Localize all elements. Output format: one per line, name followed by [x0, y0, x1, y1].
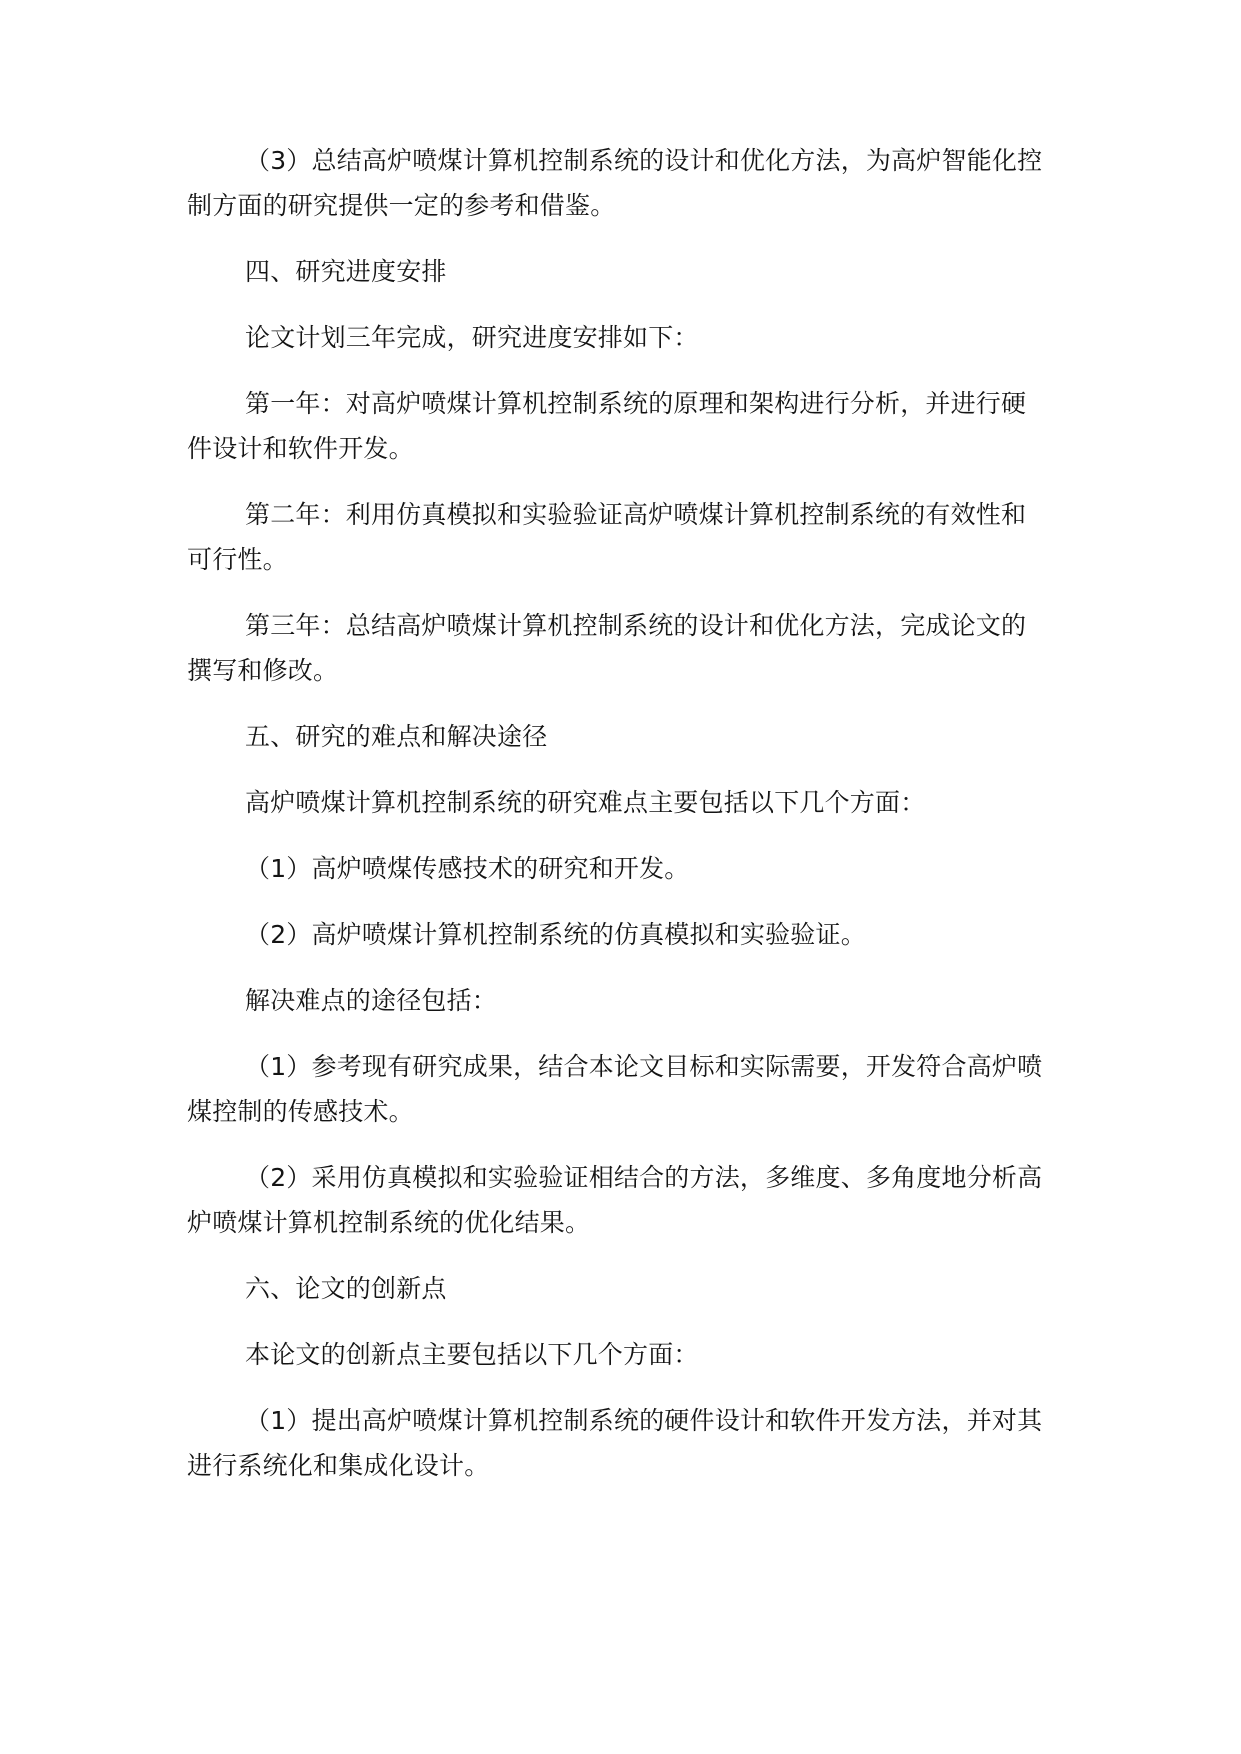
- paragraph-innovations-intro: 本论文的创新点主要包括以下几个方面：: [245, 1340, 699, 1369]
- section-heading-difficulties: 五、研究的难点和解决途径: [245, 722, 548, 751]
- paragraph-objective-3: （3）总结高炉喷煤计算机控制系统的设计和优化方法，为高炉智能化控制方面的研究提供一定的参考和借鉴。: [187, 146, 1043, 220]
- document-page: [187, 138, 1047, 1509]
- paragraph-difficulty-2: （2）高炉喷煤计算机控制系统的仿真模拟和实验验证。: [245, 920, 866, 949]
- paragraph-schedule-intro: 论文计划三年完成，研究进度安排如下：: [245, 323, 699, 352]
- paragraph-year-two: 第二年：利用仿真模拟和实验验证高炉喷煤计算机控制系统的有效性和可行性。: [187, 500, 1027, 574]
- paragraph-difficulty-1: （1）高炉喷煤传感技术的研究和开发。: [245, 854, 690, 883]
- section-heading-innovations: 六、论文的创新点: [245, 1274, 447, 1303]
- paragraph-solution-1: （1）参考现有研究成果，结合本论文目标和实际需要，开发符合高炉喷煤控制的传感技术。: [187, 1052, 1043, 1126]
- section-heading-schedule: 四、研究进度安排: [245, 257, 447, 286]
- paragraph-year-one: 第一年：对高炉喷煤计算机控制系统的原理和架构进行分析，并进行硬件设计和软件开发。: [187, 389, 1027, 463]
- paragraph-solution-2: （2）采用仿真模拟和实验验证相结合的方法，多维度、多角度地分析高炉喷煤计算机控制系统的优化结果。: [187, 1163, 1043, 1237]
- paragraph-innovation-1: （1）提出高炉喷煤计算机控制系统的硬件设计和软件开发方法，并对其进行系统化和集成化设计。: [187, 1406, 1043, 1480]
- paragraph-year-three: 第三年：总结高炉喷煤计算机控制系统的设计和优化方法，完成论文的撰写和修改。: [187, 611, 1027, 685]
- paragraph-solutions-intro: 解决难点的途径包括：: [245, 986, 498, 1015]
- paragraph-difficulties-intro: 高炉喷煤计算机控制系统的研究难点主要包括以下几个方面：: [245, 788, 926, 817]
